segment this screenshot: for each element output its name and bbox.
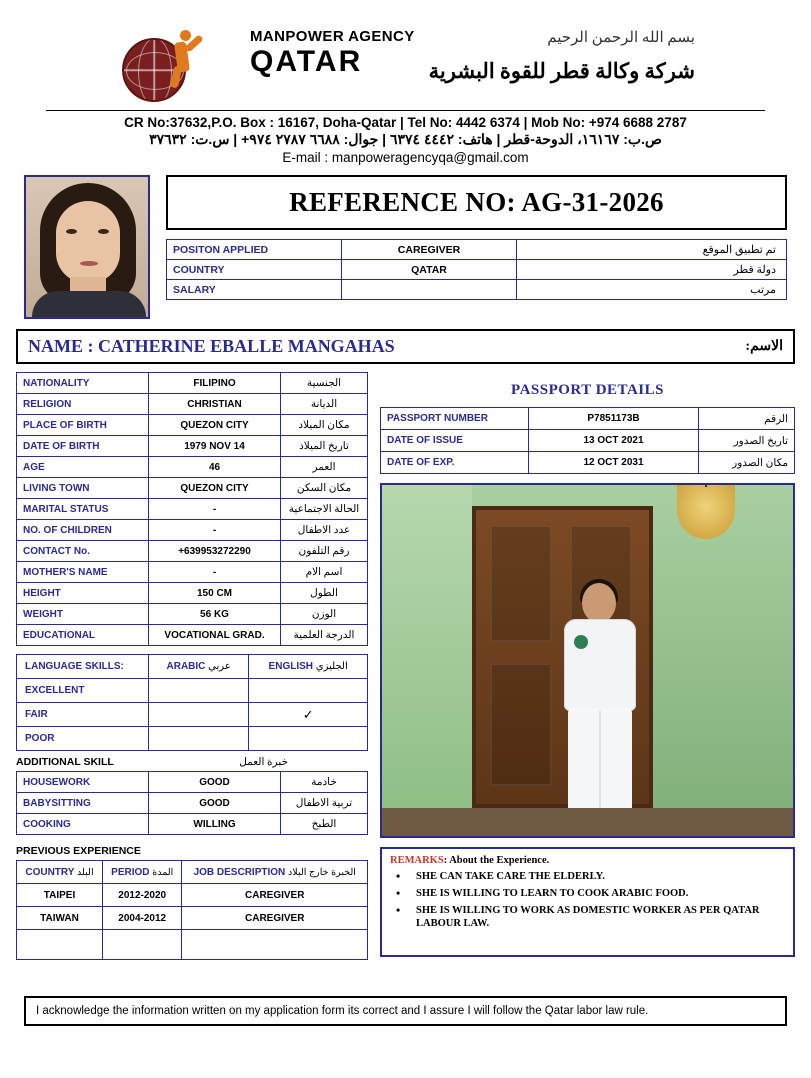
cooking-label: COOKING xyxy=(17,814,149,835)
fair-arabic-cell[interactable] xyxy=(149,703,249,727)
passport-number-value: P7851173B xyxy=(529,408,699,430)
country-label: COUNTRY xyxy=(167,260,342,280)
brand-line-1: MANPOWER AGENCY xyxy=(250,28,415,45)
experience-period-2: 2004-2012 xyxy=(102,907,182,930)
additional-skill-table xyxy=(16,771,368,835)
religion-value: CHRISTIAN xyxy=(149,394,281,415)
right-column xyxy=(380,372,795,960)
table-row xyxy=(17,655,368,679)
previous-experience-title: PREVIOUS EXPERIENCE xyxy=(16,845,141,857)
english-col-label: ENGLISH xyxy=(268,661,313,672)
babysitting-label: BABYSITTING xyxy=(17,793,149,814)
acknowledgement-footer: I acknowledge the information written on my application form its correct and I assure I will follow the Qatar labor law rule. xyxy=(24,996,787,1026)
date-of-birth-arabic: تاريخ الميلاد xyxy=(281,436,368,457)
additional-skill-title: ADDITIONAL SKILL xyxy=(16,756,114,768)
table-row xyxy=(17,499,368,520)
bio-data-table xyxy=(16,372,368,646)
list-item: • SHE CAN TAKE CARE THE ELDERLY. xyxy=(390,870,785,883)
experience-empty-cell-2 xyxy=(102,930,182,960)
nationality-label: NATIONALITY xyxy=(17,373,149,394)
contact-arabic: رقم التلفون xyxy=(281,541,368,562)
table-row xyxy=(381,408,795,430)
experience-job-1: CAREGIVER xyxy=(182,884,368,907)
language-arabic-column-header xyxy=(149,655,249,679)
applicant-name: NAME : CATHERINE EBALLE MANGAHAS xyxy=(28,336,395,356)
reference-row xyxy=(16,175,795,319)
left-column xyxy=(16,372,368,960)
table-row xyxy=(17,415,368,436)
experience-country-1: TAIPEI xyxy=(17,884,103,907)
job-col-arabic: الخبرة خارج البلاد xyxy=(288,866,356,878)
housework-label: HOUSEWORK xyxy=(17,772,149,793)
english-col-arabic: الجليزي xyxy=(315,661,348,672)
remarks-list xyxy=(390,870,785,931)
reference-number: REFERENCE NO: AG-31-2026 xyxy=(166,175,787,230)
marital-status-arabic: الحالة الاجتماعية xyxy=(281,499,368,520)
table-row xyxy=(17,625,368,646)
basmala-text: بسم الله الرحمن الرحيم xyxy=(547,30,695,46)
remarks-box xyxy=(380,847,795,957)
experience-period-header xyxy=(102,861,182,884)
applicant-portrait-photo xyxy=(24,175,150,319)
weight-label: WEIGHT xyxy=(17,604,149,625)
table-row xyxy=(17,562,368,583)
mother-name-value: - xyxy=(149,562,281,583)
passport-details-title: PASSPORT DETAILS xyxy=(511,382,664,398)
position-applied-table xyxy=(166,239,787,300)
table-row xyxy=(17,583,368,604)
excellent-english-cell[interactable] xyxy=(249,679,368,703)
height-label: HEIGHT xyxy=(17,583,149,604)
table-row xyxy=(17,814,368,835)
reference-right-column xyxy=(166,175,787,319)
place-of-birth-arabic: مكان الميلاد xyxy=(281,415,368,436)
remarks-heading-rest: : About the Experience. xyxy=(443,855,550,866)
table-row xyxy=(17,907,368,930)
fair-label: FAIR xyxy=(17,703,149,727)
living-town-label: LIVING TOWN xyxy=(17,478,149,499)
place-of-birth-label: PLACE OF BIRTH xyxy=(17,415,149,436)
previous-experience-table xyxy=(16,860,368,960)
table-row xyxy=(17,520,368,541)
table-row xyxy=(17,793,368,814)
document-header xyxy=(16,14,795,106)
contact-email: E-mail : manpoweragencyqa@gmail.com xyxy=(282,150,529,165)
table-row xyxy=(17,884,368,907)
religion-label: RELIGION xyxy=(17,394,149,415)
table-row xyxy=(167,260,787,280)
salary-arabic: مرتب xyxy=(517,280,787,300)
contact-value: +639953272290 xyxy=(149,541,281,562)
language-skills-table xyxy=(16,654,368,751)
position-applied-label: POSITON APPLIED xyxy=(167,240,342,260)
table-row xyxy=(17,727,368,751)
contact-english: CR No:37632,P.O. Box : 16167, Doha-Qatar | Tel No: 4442 6374 | Mob No: +974 6688 2787 xyxy=(124,115,687,130)
babysitting-arabic: تربية الاطفال xyxy=(281,793,368,814)
applicant-standing-figure xyxy=(538,583,658,833)
mother-name-label: MOTHER'S NAME xyxy=(17,562,149,583)
language-english-column-header xyxy=(249,655,368,679)
cooking-arabic: الطبخ xyxy=(281,814,368,835)
contact-label: CONTACT No. xyxy=(17,541,149,562)
experience-country-2: TAIWAN xyxy=(17,907,103,930)
date-of-exp-value: 12 OCT 2031 xyxy=(529,452,699,474)
salary-label: SALARY xyxy=(167,280,342,300)
agency-logo xyxy=(116,28,236,106)
applicant-name-bar xyxy=(16,329,795,364)
table-row xyxy=(17,373,368,394)
place-of-birth-value: QUEZON CITY xyxy=(149,415,281,436)
table-row xyxy=(17,541,368,562)
height-value: 150 CM xyxy=(149,583,281,604)
babysitting-value: GOOD xyxy=(149,793,281,814)
brand-line-2: QATAR xyxy=(250,45,363,78)
table-row xyxy=(17,457,368,478)
table-row xyxy=(167,240,787,260)
children-label: NO. OF CHILDREN xyxy=(17,520,149,541)
arabic-col-label: ARABIC xyxy=(166,661,206,672)
table-row xyxy=(17,436,368,457)
poor-label: POOR xyxy=(17,727,149,751)
excellent-arabic-cell[interactable] xyxy=(149,679,249,703)
children-arabic: عدد الاطفال xyxy=(281,520,368,541)
arabic-header-block xyxy=(429,28,695,84)
remarks-label: REMARKS xyxy=(390,855,444,866)
date-of-issue-value: 13 OCT 2021 xyxy=(529,430,699,452)
date-of-birth-value: 1979 NOV 14 xyxy=(149,436,281,457)
table-row xyxy=(17,394,368,415)
experience-empty-cell-3 xyxy=(182,930,368,960)
education-arabic: الدرجة العلمية xyxy=(281,625,368,646)
position-applied-value: CAREGIVER xyxy=(342,240,517,260)
marital-status-value: - xyxy=(149,499,281,520)
housework-value: GOOD xyxy=(149,772,281,793)
table-row xyxy=(381,452,795,474)
age-value: 46 xyxy=(149,457,281,478)
date-of-issue-label: DATE OF ISSUE xyxy=(381,430,529,452)
age-arabic: العمر xyxy=(281,457,368,478)
period-col-label: PERIOD xyxy=(111,866,150,878)
table-row xyxy=(17,930,368,960)
remarks-heading xyxy=(390,855,785,866)
height-arabic: الطول xyxy=(281,583,368,604)
period-col-arabic: المدة xyxy=(152,866,174,878)
table-header-row xyxy=(17,861,368,884)
position-applied-arabic: تم تطبيق الموقع xyxy=(517,240,787,260)
salary-value xyxy=(342,280,517,300)
table-row xyxy=(17,703,368,727)
table-row xyxy=(17,478,368,499)
housework-arabic: خادمة xyxy=(281,772,368,793)
table-row xyxy=(17,604,368,625)
date-of-issue-arabic: تاريخ الصدور xyxy=(699,430,795,452)
living-town-value: QUEZON CITY xyxy=(149,478,281,499)
age-label: AGE xyxy=(17,457,149,478)
education-value: VOCATIONAL GRAD. xyxy=(149,625,281,646)
applicant-name-arabic: :الاسم xyxy=(745,339,783,354)
table-row xyxy=(381,430,795,452)
header-divider xyxy=(46,110,765,111)
table-row xyxy=(17,772,368,793)
additional-skill-arabic: خبرة العمل xyxy=(239,757,288,768)
list-item: • SHE IS WILLING TO WORK AS DOMESTIC WORKER AS PER QATAR LABOUR LAW. xyxy=(390,904,785,930)
country-col-label: COUNTRY xyxy=(25,866,75,878)
children-value: - xyxy=(149,520,281,541)
experience-job-2: CAREGIVER xyxy=(182,907,368,930)
fair-english-checkmark[interactable]: ✓ xyxy=(249,703,368,727)
country-value: QATAR xyxy=(342,260,517,280)
contact-arabic: ص.ب: ١٦١٦٧، الدوحة-قطر | هاتف: ٤٤٤٢ ٦٣٧٤ | جوال: ٦٦٨٨ ٢٧٨٧ ٩٧٤+ | س.ت: ٣٧٦٣٢ xyxy=(149,131,662,147)
nationality-value: FILIPINO xyxy=(149,373,281,394)
weight-arabic: الوزن xyxy=(281,604,368,625)
country-arabic: دولة قطر xyxy=(517,260,787,280)
experience-job-header xyxy=(182,861,368,884)
additional-skill-heading xyxy=(16,756,368,768)
person-figure-icon xyxy=(168,30,202,86)
weight-value: 56 KG xyxy=(149,604,281,625)
mother-name-arabic: اسم الام xyxy=(281,562,368,583)
nationality-arabic: الجنسية xyxy=(281,373,368,394)
date-of-exp-arabic: مكان الصدور xyxy=(699,452,795,474)
poor-english-cell[interactable] xyxy=(249,727,368,751)
religion-arabic: الديانة xyxy=(281,394,368,415)
table-row xyxy=(17,679,368,703)
applicant-fullbody-photo xyxy=(380,483,795,838)
arabic-brand-text: شركة وكالة قطر للقوة البشرية xyxy=(428,59,695,83)
passport-number-arabic: الرقم xyxy=(699,408,795,430)
list-item: • SHE IS WILLING TO LEARN TO COOK ARABIC FOOD. xyxy=(390,887,785,900)
table-row xyxy=(167,280,787,300)
arabic-col-arabic: عربي xyxy=(208,661,231,672)
experience-period-1: 2012-2020 xyxy=(102,884,182,907)
date-of-birth-label: DATE OF BIRTH xyxy=(17,436,149,457)
marital-status-label: MARITAL STATUS xyxy=(17,499,149,520)
poor-arabic-cell[interactable] xyxy=(149,727,249,751)
date-of-exp-label: DATE OF EXP. xyxy=(381,452,529,474)
education-label: EDUCATIONAL xyxy=(17,625,149,646)
living-town-arabic: مكان السكن xyxy=(281,478,368,499)
main-columns xyxy=(16,372,795,960)
contact-block xyxy=(16,115,795,165)
excellent-label: EXCELLENT xyxy=(17,679,149,703)
experience-empty-cell-1 xyxy=(17,930,103,960)
country-col-arabic: البلد xyxy=(77,866,94,878)
job-col-label: JOB DESCRIPTION xyxy=(193,866,286,878)
experience-country-header xyxy=(17,861,103,884)
passport-number-label: PASSPORT NUMBER xyxy=(381,408,529,430)
cooking-value: WILLING xyxy=(149,814,281,835)
passport-details-table xyxy=(380,407,795,474)
language-skills-label: LANGUAGE SKILLS: xyxy=(17,655,149,679)
brand-block xyxy=(250,28,415,77)
